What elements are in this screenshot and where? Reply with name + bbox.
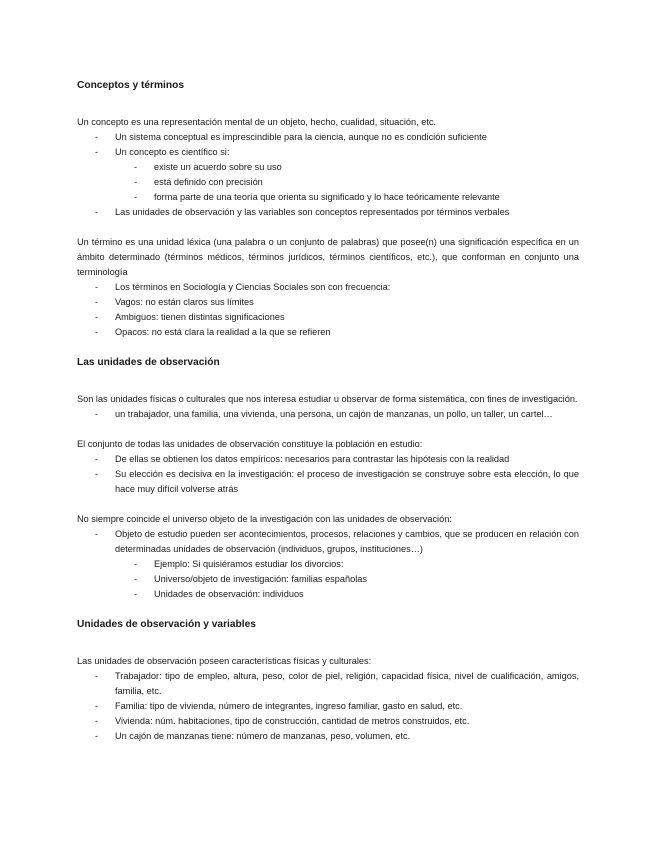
list-universo (77, 527, 579, 602)
list-item: - Los términos en Sociología y Ciencias Sociales son con frecuencia: (77, 280, 579, 295)
sub-list-item: - está definido con precisión (77, 175, 579, 190)
section-heading-conceptos: Conceptos y términos (77, 80, 184, 91)
list-item: - Vivienda: núm. habitaciones, tipo de construcción, cantidad de metros construidos, etc. (77, 714, 579, 729)
list-item: - De ellas se obtienen los datos empíricos: necesarios para contrastar las hipótesis con la realidad (77, 452, 579, 467)
list-item: - Vagos: no están claros sus límites (77, 295, 579, 310)
sub-list-item: - existe un acuerdo sobre su uso (77, 160, 579, 175)
sub-list-item: - forma parte de una teoría que orienta su significado y lo hace teóricamente relevante (77, 190, 579, 205)
list-item: - Un cajón de manzanas tiene: número de manzanas, peso, volumen, etc. (77, 729, 579, 744)
list-item: - Objeto de estudio pueden ser acontecimientos, procesos, relaciones y cambios, que se producen en relación con determinadas unidades de observación (individuos, grupos, instituciones…) (77, 527, 579, 557)
sub-list-item: - Unidades de observación: individuos (77, 587, 579, 602)
document-page (77, 78, 579, 744)
paragraph-poblacion: El conjunto de todas las unidades de observación constituye la población en estudio: (77, 439, 423, 449)
list-concepto (77, 130, 579, 220)
list-item: - un trabajador, una familia, una vivienda, una persona, un cajón de manzanas, un pollo, un taller, un cartel… (77, 407, 579, 422)
list-item: - Trabajador: tipo de empleo, altura, peso, color de piel, religión, capacidad física, nivel de cualificación, amigos, familia, etc. (77, 669, 579, 699)
paragraph-termino: Un término es una unidad léxica (una palabra o un conjunto de palabras) que posee(n) una significación específica en un ámbito determinado (términos médicos, términos jurídicos, términos científicos, etc.), que conforman en conjunto una terminología (77, 237, 579, 277)
list-item: - Un concepto es científico si: (77, 145, 579, 160)
list-item: - Las unidades de observación y las variables son conceptos representados por términos verbales (77, 205, 579, 220)
sub-list-item: - Ejemplo: Si quisiéramos estudiar los divorcios: (77, 557, 579, 572)
paragraph-universo: No siempre coincide el universo objeto de la investigación con las unidades de observación: (77, 514, 452, 524)
list-item: - Familia: tipo de vivienda, número de integrantes, ingreso familiar, gasto en salud, etc. (77, 699, 579, 714)
section-heading-variables: Unidades de observación y variables (77, 619, 256, 630)
list-item: - Un sistema conceptual es imprescindible para la ciencia, aunque no es condición suficiente (77, 130, 579, 145)
list-caracteristicas (77, 669, 579, 744)
paragraph-concepto: Un concepto es una representación mental de un objeto, hecho, cualidad, situación, etc. (77, 117, 437, 127)
list-item: - Su elección es decisiva en la investigación: el proceso de investigación se construye sobre esta elección, lo que hace muy difícil volverse atrás (77, 467, 579, 497)
paragraph-unidades: Son las unidades físicas o culturales que nos interesa estudiar u observar de forma sistemática, con fines de investigación. (77, 394, 578, 404)
list-termino (77, 280, 579, 340)
sub-list-item: - Universo/objeto de investigación: familias españolas (77, 572, 579, 587)
list-item: - Opacos: no está clara la realidad a la que se refieren (77, 325, 579, 340)
list-item: - Ambiguos: tienen distintas significaciones (77, 310, 579, 325)
list-unidades-ejemplos (77, 407, 579, 422)
section-heading-unidades: Las unidades de observación (77, 357, 220, 368)
list-poblacion (77, 452, 579, 497)
paragraph-caracteristicas: Las unidades de observación poseen características físicas y culturales: (77, 656, 372, 666)
